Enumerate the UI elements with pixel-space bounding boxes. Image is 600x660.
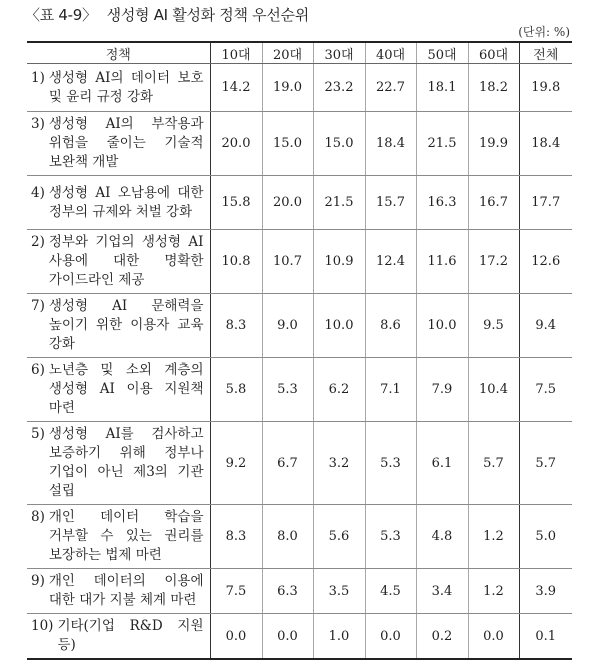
value-cell-40s: 15.7	[365, 176, 416, 230]
value-cell-50s: 0.2	[416, 614, 468, 660]
value-cell-60s: 9.5	[468, 294, 519, 358]
value-cell-60s: 1.2	[468, 569, 519, 614]
table-row	[27, 422, 572, 505]
table-row	[27, 230, 572, 294]
policy-cell	[27, 358, 210, 422]
policy-number: 2)	[31, 234, 45, 250]
policy-cell	[27, 569, 210, 614]
table-title	[25, 4, 309, 25]
policy-number: 8)	[31, 509, 45, 525]
header-40s: 40대	[365, 42, 416, 64]
value-cell-30s: 3.2	[313, 422, 365, 505]
value-cell-60s: 19.9	[468, 112, 519, 176]
header-30s: 30대	[313, 42, 365, 64]
value-cell-50s: 4.8	[416, 505, 468, 569]
policy-cell	[27, 614, 210, 660]
header-10s: 10대	[210, 42, 262, 64]
value-cell-total: 0.1	[519, 614, 572, 660]
value-cell-total: 12.6	[519, 230, 572, 294]
value-cell-20s: 5.3	[262, 358, 313, 422]
value-cell-total: 5.7	[519, 422, 572, 505]
value-cell-30s: 23.2	[313, 64, 365, 112]
value-cell-30s: 6.2	[313, 358, 365, 422]
value-cell-60s: 17.2	[468, 230, 519, 294]
header-60s: 60대	[468, 42, 519, 64]
policy-cell-content	[31, 572, 204, 610]
value-cell-total: 3.9	[519, 569, 572, 614]
policy-cell-content	[31, 361, 204, 418]
policy-cell	[27, 112, 210, 176]
value-cell-40s: 7.1	[365, 358, 416, 422]
table-row	[27, 112, 572, 176]
policy-cell	[27, 176, 210, 230]
value-cell-20s: 10.7	[262, 230, 313, 294]
header-policy: 정책	[27, 42, 210, 64]
table-row	[27, 358, 572, 422]
value-cell-total: 9.4	[519, 294, 572, 358]
value-cell-50s: 3.4	[416, 569, 468, 614]
policy-number: 1)	[31, 69, 45, 86]
policy-text: 생성형 AI 오남용에 대한 정부의 규제와 처벌 강화	[48, 184, 204, 220]
header-50s: 50대	[416, 42, 468, 64]
policy-text: 생성형 AI의 부작용과 위험을 줄이는 기술적 보완책 개발	[48, 116, 204, 170]
policy-text: 기타(기업 R&D 지원 등)	[57, 618, 204, 653]
value-cell-50s: 10.0	[416, 294, 468, 358]
value-cell-30s: 1.0	[313, 614, 365, 660]
value-cell-10s: 9.2	[210, 422, 262, 505]
value-cell-20s: 8.0	[262, 505, 313, 569]
value-cell-30s: 3.5	[313, 569, 365, 614]
value-cell-50s: 7.9	[416, 358, 468, 422]
value-cell-10s: 14.2	[210, 64, 262, 112]
policy-number: 6)	[31, 362, 45, 378]
value-cell-40s: 12.4	[365, 230, 416, 294]
value-cell-60s: 0.0	[468, 614, 519, 660]
policy-number: 9)	[31, 573, 45, 589]
policy-number: 4)	[31, 184, 45, 201]
policy-text: 정부와 기업의 생성형 AI 사용에 대한 명확한 가이드라인 제공	[48, 234, 204, 288]
policy-cell-content	[31, 115, 204, 172]
table-row	[27, 176, 572, 230]
value-cell-40s: 0.0	[365, 614, 416, 660]
value-cell-20s: 0.0	[262, 614, 313, 660]
policy-number: 3)	[31, 116, 45, 132]
table-row	[27, 294, 572, 358]
policy-cell-content	[31, 233, 204, 290]
table-row	[27, 614, 572, 660]
policy-text: 노년층 및 소외 계층의 생성형 AI 이용 지원책 마련	[48, 362, 204, 416]
policy-text: 생성형 AI 문해력을 높이기 위한 이용자 교육 강화	[48, 298, 204, 352]
value-cell-40s: 8.6	[365, 294, 416, 358]
table-row	[27, 505, 572, 569]
value-cell-30s: 5.6	[313, 505, 365, 569]
policy-cell-content	[31, 508, 204, 565]
policy-text: 개인 데이터 학습을 거부할 수 있는 권리를 보장하는 법제 마련	[48, 509, 204, 563]
value-cell-30s: 15.0	[313, 112, 365, 176]
policy-cell-content	[31, 69, 204, 107]
table-row	[27, 64, 572, 112]
value-cell-20s: 20.0	[262, 176, 313, 230]
value-cell-10s: 20.0	[210, 112, 262, 176]
value-cell-60s: 18.2	[468, 64, 519, 112]
value-cell-30s: 10.0	[313, 294, 365, 358]
policy-text: 개인 데이터의 이용에 대한 대가 지불 체계 마련	[48, 573, 204, 608]
value-cell-40s: 4.5	[365, 569, 416, 614]
unit-label: (단위: %)	[518, 25, 570, 39]
table-title-text: 생성형 AI 활성화 정책 우선순위	[106, 6, 309, 24]
policy-number: 5)	[31, 426, 45, 442]
value-cell-20s: 6.7	[262, 422, 313, 505]
value-cell-10s: 8.3	[210, 505, 262, 569]
value-cell-10s: 10.8	[210, 230, 262, 294]
value-cell-60s: 10.4	[468, 358, 519, 422]
value-cell-60s: 1.2	[468, 505, 519, 569]
table-row	[27, 569, 572, 614]
value-cell-50s: 11.6	[416, 230, 468, 294]
policy-number: 7)	[31, 298, 45, 314]
policy-text: 생성형 AI를 검사하고 보증하기 위해 정부나 기업이 아닌 제3의 기관 설립	[48, 426, 204, 499]
value-cell-60s: 5.7	[468, 422, 519, 505]
value-cell-50s: 16.3	[416, 176, 468, 230]
table-number: 〈표 4-9〉	[25, 6, 97, 24]
value-cell-total: 19.8	[519, 64, 572, 112]
value-cell-total: 7.5	[519, 358, 572, 422]
value-cell-40s: 22.7	[365, 64, 416, 112]
value-cell-60s: 16.7	[468, 176, 519, 230]
policy-number: 10)	[31, 618, 54, 634]
header-20s: 20대	[262, 42, 313, 64]
policy-cell	[27, 422, 210, 505]
policy-text: 생성형 AI의 데이터 보호 및 윤리 규정 강화	[48, 69, 204, 105]
policy-cell-content	[31, 184, 204, 222]
value-cell-total: 17.7	[519, 176, 572, 230]
value-cell-10s: 7.5	[210, 569, 262, 614]
value-cell-total: 18.4	[519, 112, 572, 176]
value-cell-20s: 9.0	[262, 294, 313, 358]
policy-cell	[27, 64, 210, 112]
value-cell-50s: 21.5	[416, 112, 468, 176]
value-cell-10s: 0.0	[210, 614, 262, 660]
value-cell-50s: 18.1	[416, 64, 468, 112]
value-cell-20s: 6.3	[262, 569, 313, 614]
policy-cell-content	[31, 425, 204, 501]
policy-cell	[27, 230, 210, 294]
policy-cell	[27, 294, 210, 358]
header-row	[27, 42, 572, 64]
value-cell-50s: 6.1	[416, 422, 468, 505]
value-cell-40s: 18.4	[365, 112, 416, 176]
value-cell-10s: 8.3	[210, 294, 262, 358]
header-total: 전체	[519, 42, 572, 64]
value-cell-total: 5.0	[519, 505, 572, 569]
value-cell-40s: 5.3	[365, 505, 416, 569]
value-cell-20s: 15.0	[262, 112, 313, 176]
value-cell-30s: 21.5	[313, 176, 365, 230]
value-cell-30s: 10.9	[313, 230, 365, 294]
value-cell-20s: 19.0	[262, 64, 313, 112]
value-cell-10s: 15.8	[210, 176, 262, 230]
value-cell-10s: 5.8	[210, 358, 262, 422]
policy-cell	[27, 505, 210, 569]
policy-cell-content	[31, 297, 204, 354]
policy-cell-content	[31, 617, 204, 655]
value-cell-40s: 5.3	[365, 422, 416, 505]
policy-priority-table	[27, 41, 572, 660]
